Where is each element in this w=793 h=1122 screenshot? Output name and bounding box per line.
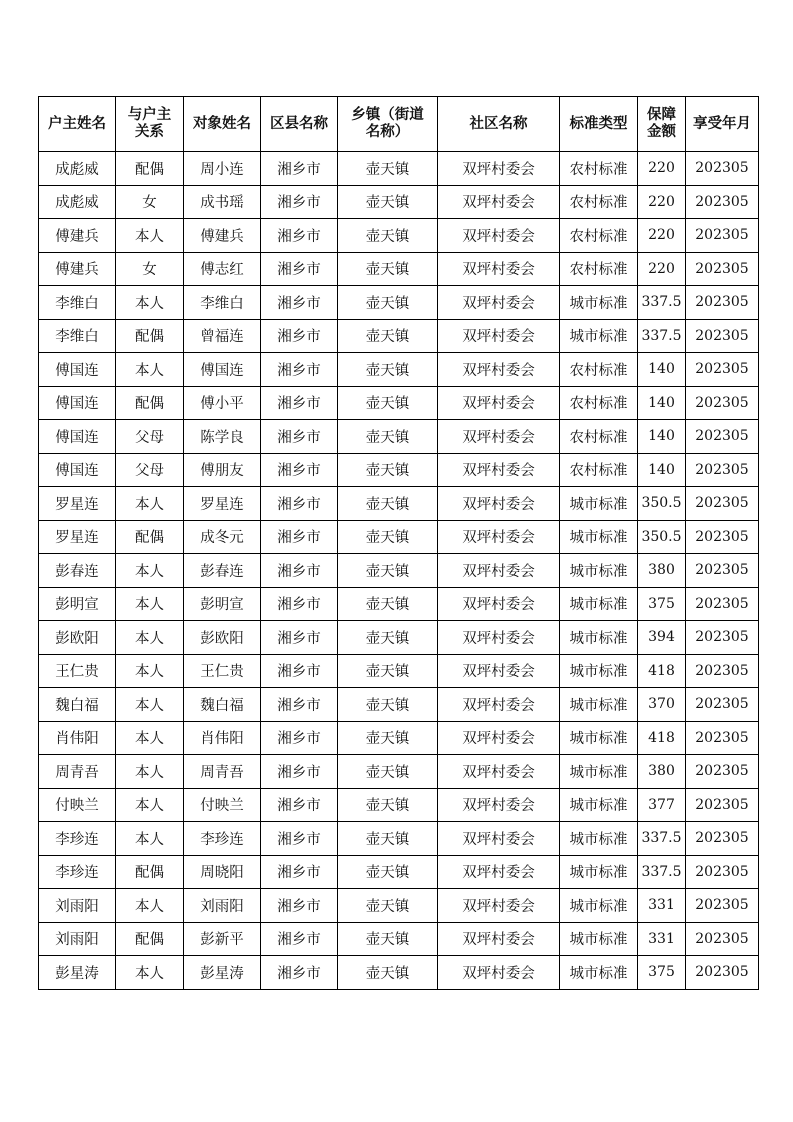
relation-cell: 配偶 bbox=[116, 520, 184, 554]
table-row bbox=[39, 889, 759, 923]
table-row bbox=[39, 219, 759, 253]
township-cell: 壶天镇 bbox=[338, 621, 438, 655]
standard-type-cell: 农村标准 bbox=[560, 185, 638, 219]
township-cell: 壶天镇 bbox=[338, 788, 438, 822]
subject-name-cell: 傅建兵 bbox=[184, 219, 261, 253]
county-cell: 湘乡市 bbox=[261, 654, 338, 688]
relation-cell: 本人 bbox=[116, 688, 184, 722]
standard-type-cell: 城市标准 bbox=[560, 922, 638, 956]
standard-type-cell: 农村标准 bbox=[560, 420, 638, 454]
county-cell: 湘乡市 bbox=[261, 487, 338, 521]
county-cell: 湘乡市 bbox=[261, 319, 338, 353]
relation-cell: 本人 bbox=[116, 587, 184, 621]
month-cell: 202305 bbox=[686, 185, 759, 219]
county-cell: 湘乡市 bbox=[261, 353, 338, 387]
householder-name-cell: 周青吾 bbox=[39, 755, 116, 789]
community-cell: 双坪村委会 bbox=[438, 286, 560, 320]
table-row bbox=[39, 721, 759, 755]
subject-name-cell: 成书瑶 bbox=[184, 185, 261, 219]
county-cell: 湘乡市 bbox=[261, 219, 338, 253]
standard-type-cell: 城市标准 bbox=[560, 286, 638, 320]
township-cell: 壶天镇 bbox=[338, 554, 438, 588]
month-cell: 202305 bbox=[686, 520, 759, 554]
county-cell: 湘乡市 bbox=[261, 520, 338, 554]
householder-name-cell: 罗星连 bbox=[39, 520, 116, 554]
amount-cell: 375 bbox=[638, 956, 686, 990]
month-cell: 202305 bbox=[686, 353, 759, 387]
relation-cell: 配偶 bbox=[116, 855, 184, 889]
header-month: 享受年月 bbox=[686, 97, 759, 152]
table-row bbox=[39, 922, 759, 956]
community-cell: 双坪村委会 bbox=[438, 822, 560, 856]
township-cell: 壶天镇 bbox=[338, 185, 438, 219]
month-cell: 202305 bbox=[686, 755, 759, 789]
subject-name-cell: 彭明宣 bbox=[184, 587, 261, 621]
householder-name-cell: 成彪威 bbox=[39, 152, 116, 186]
month-cell: 202305 bbox=[686, 621, 759, 655]
table-row bbox=[39, 386, 759, 420]
month-cell: 202305 bbox=[686, 152, 759, 186]
township-cell: 壶天镇 bbox=[338, 889, 438, 923]
amount-cell: 337.5 bbox=[638, 822, 686, 856]
table-row bbox=[39, 788, 759, 822]
relation-cell: 女 bbox=[116, 252, 184, 286]
community-cell: 双坪村委会 bbox=[438, 353, 560, 387]
householder-name-cell: 魏白福 bbox=[39, 688, 116, 722]
month-cell: 202305 bbox=[686, 956, 759, 990]
standard-type-cell: 农村标准 bbox=[560, 152, 638, 186]
table-row bbox=[39, 956, 759, 990]
relation-cell: 本人 bbox=[116, 487, 184, 521]
community-cell: 双坪村委会 bbox=[438, 956, 560, 990]
month-cell: 202305 bbox=[686, 587, 759, 621]
subject-name-cell: 肖伟阳 bbox=[184, 721, 261, 755]
subject-name-cell: 付映兰 bbox=[184, 788, 261, 822]
county-cell: 湘乡市 bbox=[261, 889, 338, 923]
county-cell: 湘乡市 bbox=[261, 554, 338, 588]
community-cell: 双坪村委会 bbox=[438, 420, 560, 454]
township-cell: 壶天镇 bbox=[338, 688, 438, 722]
standard-type-cell: 城市标准 bbox=[560, 721, 638, 755]
subject-name-cell: 李珍连 bbox=[184, 822, 261, 856]
table-row bbox=[39, 453, 759, 487]
householder-name-cell: 付映兰 bbox=[39, 788, 116, 822]
table-row bbox=[39, 152, 759, 186]
month-cell: 202305 bbox=[686, 219, 759, 253]
subject-name-cell: 周小连 bbox=[184, 152, 261, 186]
relation-cell: 女 bbox=[116, 185, 184, 219]
amount-cell: 140 bbox=[638, 353, 686, 387]
month-cell: 202305 bbox=[686, 252, 759, 286]
subject-name-cell: 傅朋友 bbox=[184, 453, 261, 487]
table-body bbox=[39, 152, 759, 990]
township-cell: 壶天镇 bbox=[338, 487, 438, 521]
subject-name-cell: 陈学良 bbox=[184, 420, 261, 454]
township-cell: 壶天镇 bbox=[338, 420, 438, 454]
township-cell: 壶天镇 bbox=[338, 721, 438, 755]
householder-name-cell: 刘雨阳 bbox=[39, 889, 116, 923]
month-cell: 202305 bbox=[686, 889, 759, 923]
amount-cell: 394 bbox=[638, 621, 686, 655]
community-cell: 双坪村委会 bbox=[438, 755, 560, 789]
county-cell: 湘乡市 bbox=[261, 587, 338, 621]
township-cell: 壶天镇 bbox=[338, 654, 438, 688]
community-cell: 双坪村委会 bbox=[438, 889, 560, 923]
standard-type-cell: 城市标准 bbox=[560, 319, 638, 353]
amount-cell: 350.5 bbox=[638, 520, 686, 554]
county-cell: 湘乡市 bbox=[261, 956, 338, 990]
month-cell: 202305 bbox=[686, 788, 759, 822]
community-cell: 双坪村委会 bbox=[438, 319, 560, 353]
householder-name-cell: 傅国连 bbox=[39, 386, 116, 420]
township-cell: 壶天镇 bbox=[338, 922, 438, 956]
amount-cell: 380 bbox=[638, 554, 686, 588]
month-cell: 202305 bbox=[686, 855, 759, 889]
header-relation: 与户主 关系 bbox=[116, 97, 184, 152]
subject-name-cell: 彭春连 bbox=[184, 554, 261, 588]
relation-cell: 父母 bbox=[116, 420, 184, 454]
amount-cell: 418 bbox=[638, 721, 686, 755]
township-cell: 壶天镇 bbox=[338, 520, 438, 554]
standard-type-cell: 城市标准 bbox=[560, 788, 638, 822]
month-cell: 202305 bbox=[686, 654, 759, 688]
standard-type-cell: 农村标准 bbox=[560, 386, 638, 420]
amount-cell: 140 bbox=[638, 453, 686, 487]
header-householder-name: 户主姓名 bbox=[39, 97, 116, 152]
table-row bbox=[39, 520, 759, 554]
relation-cell: 父母 bbox=[116, 453, 184, 487]
table-row bbox=[39, 185, 759, 219]
table-row bbox=[39, 252, 759, 286]
amount-cell: 220 bbox=[638, 152, 686, 186]
householder-name-cell: 刘雨阳 bbox=[39, 922, 116, 956]
community-cell: 双坪村委会 bbox=[438, 219, 560, 253]
relation-cell: 本人 bbox=[116, 755, 184, 789]
month-cell: 202305 bbox=[686, 453, 759, 487]
county-cell: 湘乡市 bbox=[261, 721, 338, 755]
relation-cell: 本人 bbox=[116, 219, 184, 253]
month-cell: 202305 bbox=[686, 822, 759, 856]
table-row bbox=[39, 420, 759, 454]
table-row bbox=[39, 587, 759, 621]
table-row bbox=[39, 487, 759, 521]
county-cell: 湘乡市 bbox=[261, 788, 338, 822]
subject-name-cell: 罗星连 bbox=[184, 487, 261, 521]
relation-cell: 配偶 bbox=[116, 152, 184, 186]
subject-name-cell: 王仁贵 bbox=[184, 654, 261, 688]
community-cell: 双坪村委会 bbox=[438, 252, 560, 286]
subject-name-cell: 彭星涛 bbox=[184, 956, 261, 990]
subject-name-cell: 傅国连 bbox=[184, 353, 261, 387]
amount-cell: 331 bbox=[638, 889, 686, 923]
township-cell: 壶天镇 bbox=[338, 319, 438, 353]
relation-cell: 本人 bbox=[116, 788, 184, 822]
standard-type-cell: 城市标准 bbox=[560, 554, 638, 588]
community-cell: 双坪村委会 bbox=[438, 587, 560, 621]
relation-cell: 配偶 bbox=[116, 319, 184, 353]
county-cell: 湘乡市 bbox=[261, 152, 338, 186]
township-cell: 壶天镇 bbox=[338, 386, 438, 420]
amount-cell: 380 bbox=[638, 755, 686, 789]
relation-cell: 本人 bbox=[116, 956, 184, 990]
county-cell: 湘乡市 bbox=[261, 822, 338, 856]
relation-cell: 本人 bbox=[116, 621, 184, 655]
relation-cell: 本人 bbox=[116, 554, 184, 588]
householder-name-cell: 傅国连 bbox=[39, 420, 116, 454]
township-cell: 壶天镇 bbox=[338, 956, 438, 990]
township-cell: 壶天镇 bbox=[338, 152, 438, 186]
month-cell: 202305 bbox=[686, 721, 759, 755]
relation-cell: 本人 bbox=[116, 286, 184, 320]
householder-name-cell: 傅建兵 bbox=[39, 252, 116, 286]
relation-cell: 本人 bbox=[116, 353, 184, 387]
county-cell: 湘乡市 bbox=[261, 420, 338, 454]
standard-type-cell: 城市标准 bbox=[560, 520, 638, 554]
householder-name-cell: 彭欧阳 bbox=[39, 621, 116, 655]
relation-cell: 配偶 bbox=[116, 386, 184, 420]
householder-name-cell: 傅建兵 bbox=[39, 219, 116, 253]
amount-cell: 140 bbox=[638, 420, 686, 454]
header-standard-type: 标准类型 bbox=[560, 97, 638, 152]
month-cell: 202305 bbox=[686, 487, 759, 521]
householder-name-cell: 成彪威 bbox=[39, 185, 116, 219]
township-cell: 壶天镇 bbox=[338, 252, 438, 286]
header-township: 乡镇（街道 名称） bbox=[338, 97, 438, 152]
county-cell: 湘乡市 bbox=[261, 688, 338, 722]
table-row bbox=[39, 353, 759, 387]
community-cell: 双坪村委会 bbox=[438, 185, 560, 219]
header-county: 区县名称 bbox=[261, 97, 338, 152]
standard-type-cell: 城市标准 bbox=[560, 889, 638, 923]
relation-cell: 本人 bbox=[116, 721, 184, 755]
relation-cell: 本人 bbox=[116, 889, 184, 923]
community-cell: 双坪村委会 bbox=[438, 152, 560, 186]
township-cell: 壶天镇 bbox=[338, 453, 438, 487]
township-cell: 壶天镇 bbox=[338, 587, 438, 621]
township-cell: 壶天镇 bbox=[338, 822, 438, 856]
month-cell: 202305 bbox=[686, 688, 759, 722]
subject-name-cell: 李维白 bbox=[184, 286, 261, 320]
county-cell: 湘乡市 bbox=[261, 453, 338, 487]
community-cell: 双坪村委会 bbox=[438, 621, 560, 655]
subject-name-cell: 成冬元 bbox=[184, 520, 261, 554]
community-cell: 双坪村委会 bbox=[438, 855, 560, 889]
county-cell: 湘乡市 bbox=[261, 755, 338, 789]
subject-name-cell: 周晓阳 bbox=[184, 855, 261, 889]
standard-type-cell: 城市标准 bbox=[560, 822, 638, 856]
county-cell: 湘乡市 bbox=[261, 252, 338, 286]
standard-type-cell: 城市标准 bbox=[560, 688, 638, 722]
householder-name-cell: 李珍连 bbox=[39, 855, 116, 889]
standard-type-cell: 农村标准 bbox=[560, 353, 638, 387]
amount-cell: 370 bbox=[638, 688, 686, 722]
month-cell: 202305 bbox=[686, 554, 759, 588]
standard-type-cell: 农村标准 bbox=[560, 219, 638, 253]
table-row bbox=[39, 688, 759, 722]
community-cell: 双坪村委会 bbox=[438, 453, 560, 487]
amount-cell: 375 bbox=[638, 587, 686, 621]
amount-cell: 337.5 bbox=[638, 319, 686, 353]
standard-type-cell: 城市标准 bbox=[560, 587, 638, 621]
community-cell: 双坪村委会 bbox=[438, 520, 560, 554]
month-cell: 202305 bbox=[686, 420, 759, 454]
standard-type-cell: 城市标准 bbox=[560, 956, 638, 990]
amount-cell: 220 bbox=[638, 219, 686, 253]
amount-cell: 377 bbox=[638, 788, 686, 822]
township-cell: 壶天镇 bbox=[338, 755, 438, 789]
householder-name-cell: 罗星连 bbox=[39, 487, 116, 521]
table-row bbox=[39, 554, 759, 588]
community-cell: 双坪村委会 bbox=[438, 922, 560, 956]
subject-name-cell: 曾福连 bbox=[184, 319, 261, 353]
header-amount: 保障 金额 bbox=[638, 97, 686, 152]
community-cell: 双坪村委会 bbox=[438, 721, 560, 755]
standard-type-cell: 城市标准 bbox=[560, 654, 638, 688]
month-cell: 202305 bbox=[686, 319, 759, 353]
relation-cell: 本人 bbox=[116, 654, 184, 688]
community-cell: 双坪村委会 bbox=[438, 654, 560, 688]
county-cell: 湘乡市 bbox=[261, 286, 338, 320]
amount-cell: 220 bbox=[638, 185, 686, 219]
subject-name-cell: 傅小平 bbox=[184, 386, 261, 420]
table-row bbox=[39, 755, 759, 789]
community-cell: 双坪村委会 bbox=[438, 386, 560, 420]
relation-cell: 本人 bbox=[116, 822, 184, 856]
amount-cell: 350.5 bbox=[638, 487, 686, 521]
assistance-table bbox=[38, 96, 759, 990]
householder-name-cell: 彭明宣 bbox=[39, 587, 116, 621]
subject-name-cell: 魏白福 bbox=[184, 688, 261, 722]
standard-type-cell: 城市标准 bbox=[560, 487, 638, 521]
header-community: 社区名称 bbox=[438, 97, 560, 152]
table-row bbox=[39, 855, 759, 889]
township-cell: 壶天镇 bbox=[338, 286, 438, 320]
month-cell: 202305 bbox=[686, 386, 759, 420]
householder-name-cell: 李珍连 bbox=[39, 822, 116, 856]
householder-name-cell: 李维白 bbox=[39, 319, 116, 353]
subject-name-cell: 刘雨阳 bbox=[184, 889, 261, 923]
township-cell: 壶天镇 bbox=[338, 219, 438, 253]
relation-cell: 配偶 bbox=[116, 922, 184, 956]
standard-type-cell: 农村标准 bbox=[560, 252, 638, 286]
amount-cell: 220 bbox=[638, 252, 686, 286]
standard-type-cell: 城市标准 bbox=[560, 755, 638, 789]
householder-name-cell: 肖伟阳 bbox=[39, 721, 116, 755]
county-cell: 湘乡市 bbox=[261, 922, 338, 956]
householder-name-cell: 傅国连 bbox=[39, 453, 116, 487]
standard-type-cell: 城市标准 bbox=[560, 621, 638, 655]
householder-name-cell: 彭春连 bbox=[39, 554, 116, 588]
standard-type-cell: 农村标准 bbox=[560, 453, 638, 487]
amount-cell: 337.5 bbox=[638, 286, 686, 320]
table-row bbox=[39, 822, 759, 856]
standard-type-cell: 城市标准 bbox=[560, 855, 638, 889]
county-cell: 湘乡市 bbox=[261, 855, 338, 889]
table-row bbox=[39, 654, 759, 688]
householder-name-cell: 彭星涛 bbox=[39, 956, 116, 990]
month-cell: 202305 bbox=[686, 286, 759, 320]
community-cell: 双坪村委会 bbox=[438, 487, 560, 521]
township-cell: 壶天镇 bbox=[338, 855, 438, 889]
subject-name-cell: 彭欧阳 bbox=[184, 621, 261, 655]
householder-name-cell: 傅国连 bbox=[39, 353, 116, 387]
header-subject-name: 对象姓名 bbox=[184, 97, 261, 152]
table-row bbox=[39, 319, 759, 353]
subject-name-cell: 傅志红 bbox=[184, 252, 261, 286]
township-cell: 壶天镇 bbox=[338, 353, 438, 387]
table-row bbox=[39, 621, 759, 655]
community-cell: 双坪村委会 bbox=[438, 788, 560, 822]
amount-cell: 337.5 bbox=[638, 855, 686, 889]
county-cell: 湘乡市 bbox=[261, 185, 338, 219]
subject-name-cell: 彭新平 bbox=[184, 922, 261, 956]
month-cell: 202305 bbox=[686, 922, 759, 956]
amount-cell: 331 bbox=[638, 922, 686, 956]
county-cell: 湘乡市 bbox=[261, 386, 338, 420]
householder-name-cell: 王仁贵 bbox=[39, 654, 116, 688]
community-cell: 双坪村委会 bbox=[438, 554, 560, 588]
county-cell: 湘乡市 bbox=[261, 621, 338, 655]
amount-cell: 140 bbox=[638, 386, 686, 420]
amount-cell: 418 bbox=[638, 654, 686, 688]
table-row bbox=[39, 286, 759, 320]
subject-name-cell: 周青吾 bbox=[184, 755, 261, 789]
householder-name-cell: 李维白 bbox=[39, 286, 116, 320]
community-cell: 双坪村委会 bbox=[438, 688, 560, 722]
table-header-row bbox=[39, 97, 759, 152]
